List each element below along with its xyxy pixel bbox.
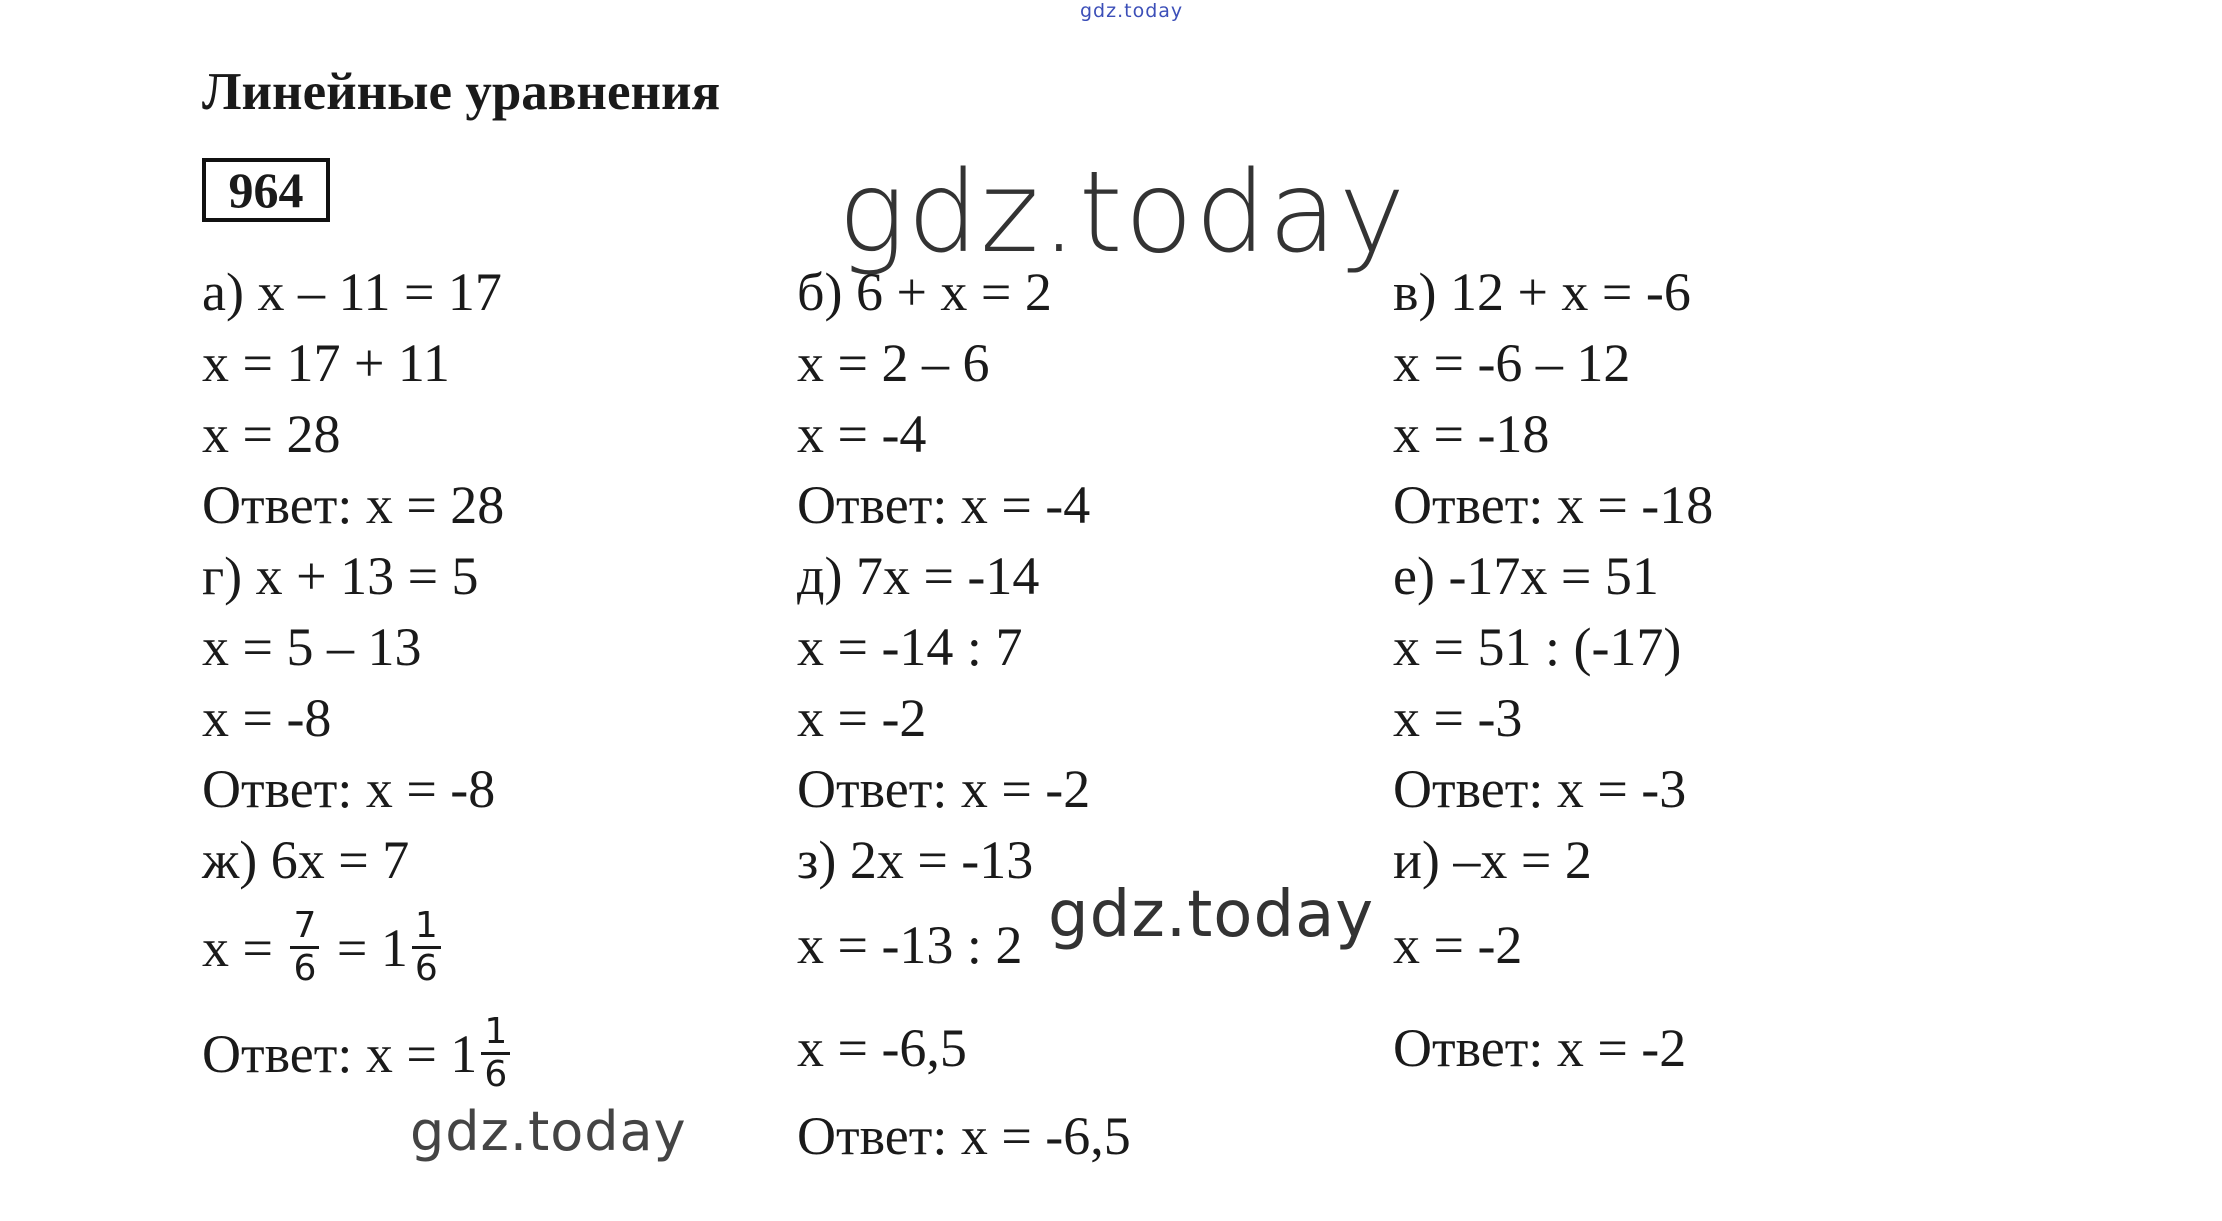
fraction-numerator: 1 [412, 906, 441, 949]
problem-d-step2: x = -2 [797, 688, 927, 748]
problem-i-step1: x = -2 [1393, 915, 1523, 975]
problem-v-equation: в) 12 + x = -6 [1393, 262, 1691, 322]
fraction-numerator: 1 [481, 1012, 510, 1055]
problem-v-answer: Ответ: x = -18 [1393, 475, 1714, 535]
problem-d-step1: x = -14 : 7 [797, 617, 1023, 677]
problem-e-answer: Ответ: x = -3 [1393, 759, 1687, 819]
problem-e-equation: е) -17x = 51 [1393, 546, 1659, 606]
fraction-numerator: 7 [290, 906, 319, 949]
problem-a-answer: Ответ: x = 28 [202, 475, 505, 535]
task-number-box: 964 [202, 158, 330, 222]
problem-z-answer: Ответ: x = -6,5 [797, 1106, 1131, 1166]
problem-e-step2: x = -3 [1393, 688, 1523, 748]
watermark-top: gdz.today [1080, 0, 1184, 22]
problem-i-answer: Ответ: x = -2 [1393, 1018, 1687, 1078]
problem-g-step1: x = 5 – 13 [202, 617, 422, 677]
fraction-denominator: 6 [484, 1054, 508, 1095]
problem-z-step2: x = -6,5 [797, 1018, 967, 1078]
problem-a-step2: x = 28 [202, 404, 341, 464]
fraction [290, 906, 319, 989]
problem-g-step2: x = -8 [202, 688, 332, 748]
problem-b-step2: x = -4 [797, 404, 927, 464]
problem-zh-answer [202, 1011, 514, 1101]
fraction-denominator: 6 [293, 948, 317, 989]
problem-zh-answer-prefix: Ответ: x = 1 [202, 1023, 478, 1084]
problem-v-step2: x = -18 [1393, 404, 1550, 464]
problem-zh-step1-mid: = 1 [323, 917, 408, 978]
watermark-large: gdz.today [838, 148, 1408, 278]
problem-e-step1: x = 51 : (-17) [1393, 617, 1682, 677]
problem-zh-step1-prefix: x = [202, 917, 287, 978]
problem-b-step1: x = 2 – 6 [797, 333, 990, 393]
problem-b-equation: б) 6 + x = 2 [797, 262, 1052, 322]
problem-zh-equation: ж) 6x = 7 [202, 830, 410, 890]
page-title: Линейные уравнения [202, 63, 721, 121]
problem-i-equation: и) –x = 2 [1393, 830, 1592, 890]
problem-b-answer: Ответ: x = -4 [797, 475, 1091, 535]
problem-zh-step1 [202, 905, 445, 995]
watermark-bottom: gdz.today [410, 1100, 687, 1163]
problem-g-equation: г) x + 13 = 5 [202, 546, 479, 606]
watermark-middle: gdz.today [1048, 878, 1375, 952]
problem-z-equation: з) 2x = -13 [797, 830, 1034, 890]
problem-d-equation: д) 7x = -14 [797, 546, 1040, 606]
problem-a-equation: а) x – 11 = 17 [202, 262, 502, 322]
fraction-denominator: 6 [414, 948, 438, 989]
problem-v-step1: x = -6 – 12 [1393, 333, 1631, 393]
problem-g-answer: Ответ: x = -8 [202, 759, 496, 819]
fraction [412, 906, 441, 989]
problem-z-step1: x = -13 : 2 [797, 915, 1023, 975]
fraction [481, 1012, 510, 1095]
problem-a-step1: x = 17 + 11 [202, 333, 450, 393]
problem-d-answer: Ответ: x = -2 [797, 759, 1091, 819]
